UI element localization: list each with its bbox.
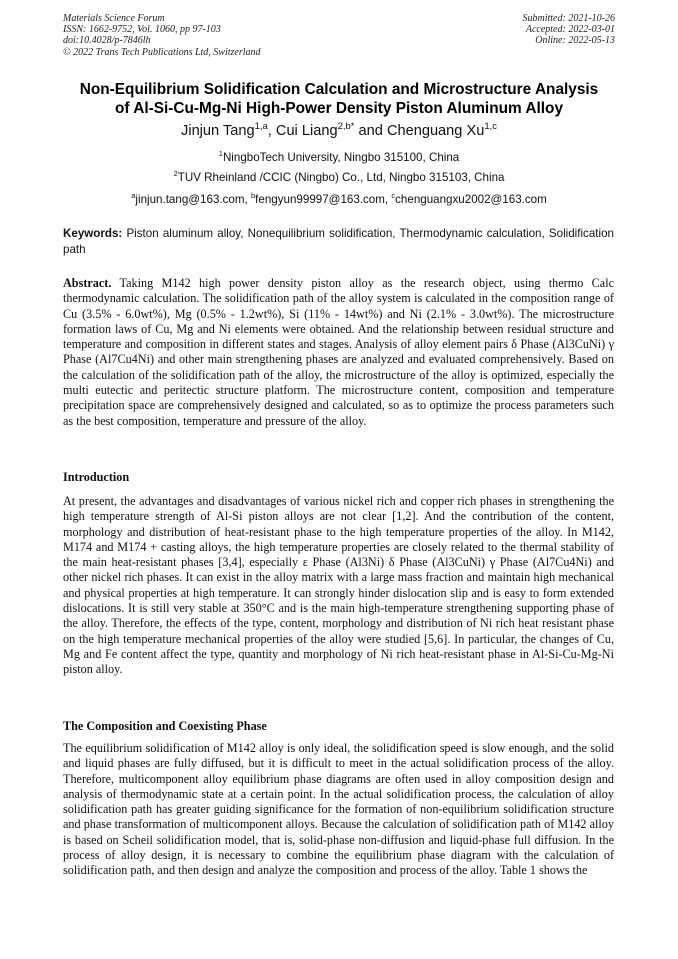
author-2-affil: 2,b* <box>337 121 355 133</box>
composition-heading: The Composition and Coexisting Phase <box>63 719 267 733</box>
paper-title <box>40 80 638 118</box>
author-separator: and <box>354 123 387 139</box>
copyright: © 2022 Trans Tech Publications Ltd, Switzerland <box>63 46 261 58</box>
publication-dates <box>523 13 616 47</box>
author-1: Jinjun Tang <box>181 123 255 139</box>
author-3: Chenguang Xu <box>386 123 485 139</box>
abstract-label: Abstract. <box>63 276 112 290</box>
keywords-label: Keywords: <box>63 227 123 240</box>
email-a[interactable]: jinjun.tang@163.com, <box>135 193 251 206</box>
author-2: Cui Liang <box>275 123 338 139</box>
title-line-2: of Al-Si-Cu-Mg-Ni High-Power Density Piston Aluminum Alloy <box>114 100 564 117</box>
email-b[interactable]: fengyun99997@163.com, <box>255 193 392 206</box>
publication-info <box>63 13 261 58</box>
affiliation-2-mark: 2 <box>173 169 178 179</box>
affiliation-1 <box>0 151 678 165</box>
author-separator: , <box>267 123 276 139</box>
journal-name: Materials Science Forum <box>63 13 165 24</box>
author-3-affil: 1,c <box>484 121 497 133</box>
affiliation-1-text: NingboTech University, Ningbo 315100, China <box>222 151 460 164</box>
doi[interactable]: doi:10.4028/p-7846lh <box>63 35 151 47</box>
author-1-affil: 1,a <box>254 121 268 133</box>
composition-text: The equilibrium solidification of M142 alloy is only ideal, the solidification speed is slow enough, and the solid and liquid phases are fully diffused, but it is difficult to meet in the actual solidification process of the alloy. Therefore, multicomponent alloy equilibrium phase diagrams are often used in alloy composition design and analysis of thermodynamic state at a certain point. In the actual solidification process, the calculation of alloy solidification path has greater guiding significance for the formation of non-equilibrium solidification structure and phase transformation of multicomponent alloys. Because the calculation of solidification path of M142 alloy is based on Scheil solidification model, that is, solid-phase non-diffusion and liquid-phase full diffusion. In the process of alloy design, it is necessary to combine the equilibrium phase diagram with the calculation of solidification path, and then design and analyze the composition and process of the alloy. Table 1 shows the <box>63 741 614 878</box>
keywords <box>63 226 614 257</box>
online-date: Online: 2022-05-13 <box>535 35 615 47</box>
abstract <box>63 276 614 429</box>
author-list <box>0 122 678 140</box>
issn: ISSN: 1662-9752, Vol. 1060, pp 97-103 <box>63 24 221 36</box>
introduction-text: At present, the advantages and disadvantages of various nickel rich and copper rich phases in strengthening the high temperature strength of Al-Si piston alloys are not clear [1,2]. And the contribution of the content, morphology and distribution of heat-resistant phase to the high temperature properties of the alloy. In M142, M174 and M174 + casting alloys, the high temperature properties are closely related to the thermal stability of the main heat-resistant phases [3,4], especially ε Phase (Al3Ni) δ Phase (Al3CuNi) γ Phase (Al7Cu4Ni) and other nickel rich phases. It can exist in the alloy matrix with a large mass fraction and maintain high mechanical and physical properties at high temperature. It can strongly hinder dislocation slip and is easy to form extended dislocations. It is still very stable at 350°C and is the main high-temperature strengthening supporting phase of the alloy. Therefore, the effects of the type, content, morphology and distribution of Ni rich heat resistant phase on the high temperature mechanical properties of the alloy were studied [5,6]. In particular, the changes of Cu, Mg and Fe content affect the type, quantity and morphology of Ni rich heat-resistant phase in Al-Si-Cu-Mg-Ni piston alloy. <box>63 494 614 677</box>
author-emails <box>0 193 678 207</box>
email-a-mark: a <box>131 191 136 201</box>
email-b-mark: b <box>250 191 256 201</box>
affiliation-1-mark: 1 <box>218 149 223 159</box>
keywords-text: Piston aluminum alloy, Nonequilibrium solidification, Thermodynamic calculation, Solidification path <box>63 227 614 256</box>
email-c[interactable]: chenguangxu2002@163.com <box>395 193 547 206</box>
affiliation-2-text: TUV Rheinland /CCIC (Ningbo) Co., Ltd, Ningbo 315103, China <box>177 171 505 184</box>
abstract-text: Taking M142 high power density piston alloy as the research object, using thermo Calc thermodynamic calculation. The solidification path of the alloy system is calculated in the composition range of Cu (3.5% - 6.0wt%), Mg (0.5% - 1.2wt%), Si (11% - 14wt%) and Ni (2.1% - 3.0wt%). The microstructure formation laws of Cu, Mg and Ni elements were obtained. And the relationship between residual structure and temperature and composition in different states and stages. Analysis of alloy element pairs δ Phase (Al3CuNi) γ Phase (Al7Cu4Ni) and other main strengthening phases are analyzed and evaluated comprehensively. Based on the calculation of the solidification path of the alloy, the microstructure of the alloy is optimized, especially the multi eutectic and peritectic structure platform. The microstructure content, composition and temperature precipitation space are comprehensively designed and calculated, so as to optimize the process parameters such as the best composition, temperature and pressure of the alloy. <box>63 276 614 428</box>
email-c-mark: c <box>391 191 396 201</box>
accepted-date: Accepted: 2022-03-01 <box>525 24 615 36</box>
affiliation-2 <box>0 171 678 185</box>
title-line-1: Non-Equilibrium Solidification Calculation and Microstructure Analysis <box>79 81 599 98</box>
introduction-heading: Introduction <box>63 470 130 484</box>
submitted-date: Submitted: 2021-10-26 <box>522 13 615 24</box>
